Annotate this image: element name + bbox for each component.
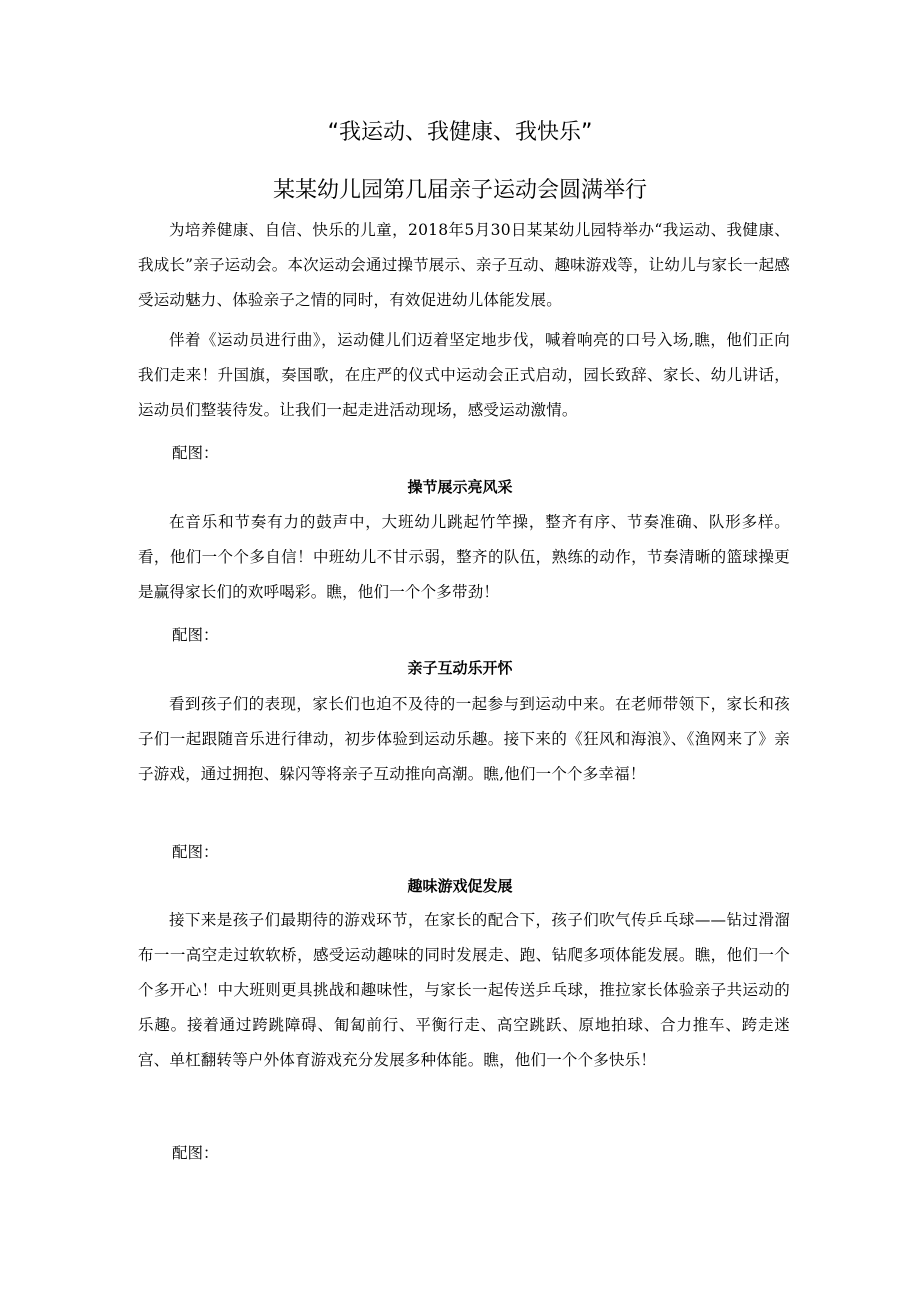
- document-subtitle: 某某幼儿园第几届亲子运动会圆满举行: [272, 178, 647, 203]
- section-paragraph: 在音乐和节奏有力的鼓声中，大班幼儿跳起竹竿操，整齐有序、节奏准确、队形多样。看，他们一个个多自信！中班幼儿不甘示弱，整齐的队伍，熟练的动作，节奏清晰的篮球操更是赢得家长们的欢呼喝彩。瞧，他们一个个多带劲！: [138, 513, 790, 601]
- section-heading: 趣味游戏促发展: [407, 877, 513, 895]
- section-heading: 亲子互动乐开怀: [407, 659, 513, 677]
- section-heading: 操节展示亮风采: [407, 478, 513, 496]
- figure-placeholder-label: 配图：: [172, 1144, 219, 1162]
- document-title: “我运动、我健康、我快乐”: [327, 120, 593, 145]
- opening-paragraph: 伴着《运动员进行曲》，运动健儿们迈着坚定地步伐，喊着响亮的口号入场,瞧，他们正向我们走来！升国旗，奏国歌，在庄严的仪式中运动会正式启动，园长致辞、家长、幼儿讲话，运动员们整装待发。让我们一起走进活动现场，感受运动激情。: [138, 331, 790, 419]
- section-paragraph: 接下来是孩子们最期待的游戏环节，在家长的配合下，孩子们吹气传乒乓球——钻过滑溜布一一高空走过软软桥，感受运动趣味的同时发展走、跑、钻爬多项体能发展。瞧，他们一个个多开心！中大班则更具挑战和趣味性，与家长一起传送乒乓球，推拉家长体验亲子共运动的乐趣。接着通过跨跳障碍、匍匐前行、平衡行走、高空跳跃、原地拍球、合力推车、跨走迷宫、单杠翻转等户外体育游戏充分发展多种体能。瞧，他们一个个多快乐！: [138, 911, 790, 1069]
- figure-placeholder-label: 配图：: [172, 626, 219, 644]
- intro-paragraph: 为培养健康、自信、快乐的儿童，2018年5月30日某某幼儿园特举办“我运动、我健康、我成长”亲子运动会。本次运动会通过操节展示、亲子互动、趣味游戏等，让幼儿与家长一起感受运动魅力、体验亲子之情的同时，有效促进幼儿体能发展。: [138, 221, 790, 309]
- figure-placeholder-label: 配图：: [172, 843, 219, 861]
- section-paragraph: 看到孩子们的表现，家长们也迫不及待的一起参与到运动中来。在老师带领下，家长和孩子们一起跟随音乐进行律动，初步体验到运动乐趣。接下来的《狂风和海浪》、《渔网来了》亲子游戏，通过拥抱、躲闪等将亲子互动推向高潮。瞧,他们一个个多幸福！: [138, 695, 790, 783]
- figure-placeholder-label: 配图：: [172, 444, 219, 462]
